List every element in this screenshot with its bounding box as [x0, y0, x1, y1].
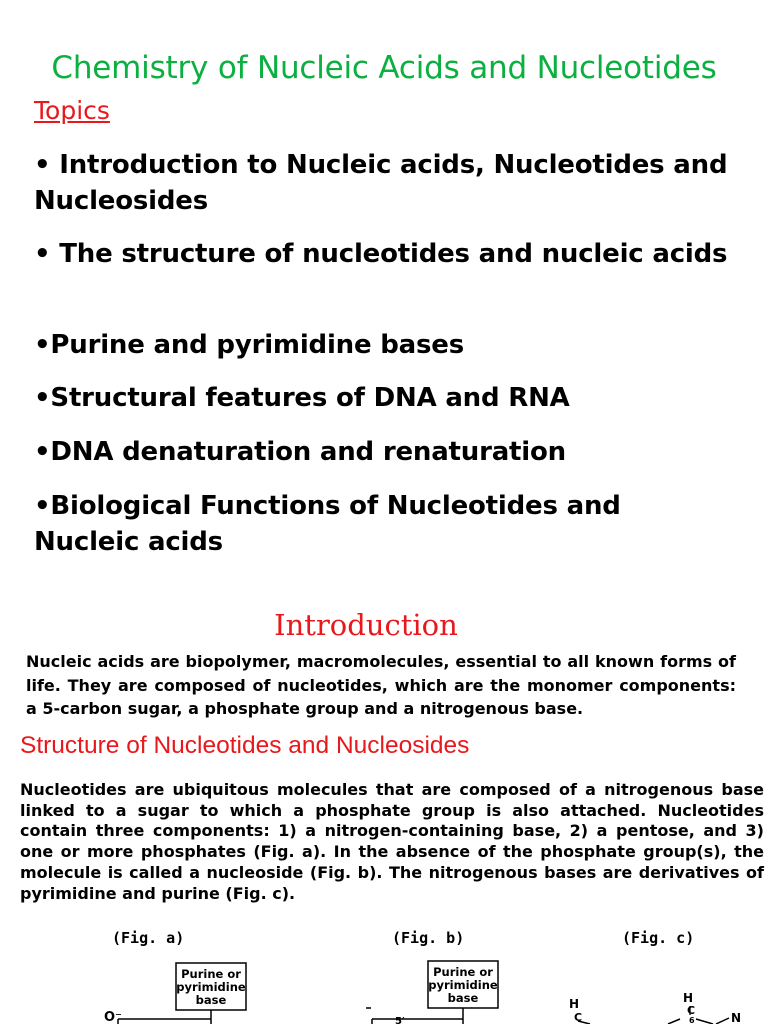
figures-strip [0, 955, 768, 1024]
figure-a [104, 963, 246, 1024]
base-box-line2: pyrimidine [176, 980, 246, 994]
topic-item: •Structural features of DNA and RNA [34, 383, 570, 413]
atom-label: H [569, 997, 580, 1011]
carbon-5-prime-label: 5′ [395, 1016, 405, 1024]
figure-b [366, 961, 498, 1024]
atom-label: N [731, 1011, 742, 1024]
page-title: Chemistry of Nucleic Acids and Nucleotides [51, 50, 717, 86]
figure-c [569, 991, 741, 1024]
topics-heading: Topics [34, 96, 110, 125]
base-box-line1: Purine or [181, 967, 241, 981]
base-box-line1: Purine or [433, 965, 493, 979]
base-box-line2: pyrimidine [428, 978, 498, 992]
base-box-line3: base [195, 993, 227, 1007]
topic-item: •DNA denaturation and renaturation [34, 437, 566, 467]
figure-label-a: (Fig. a) [112, 929, 185, 947]
figure-label-c: (Fig. c) [622, 929, 695, 947]
topic-item: • Introduction to Nucleic acids, Nucleotides and Nucleosides [34, 150, 728, 216]
atom-label: C [687, 1004, 696, 1017]
structure-paragraph: Nucleotides are ubiquitous molecules that are composed of a nitrogenous base linked to a sugar to which a phosphate group is also attached. Nucleotides contain three components: 1) a nitrogen-containing base, 2) a pentose, and 3) one or more phosphates (Fig. a). In the absence of the phosphate group(s), the molecule is called a nucleoside (Fig. b). The nitrogenous bases are derivatives of pyrimidine and purine (Fig. c). [20, 780, 764, 903]
topic-item: •Purine and pyrimidine bases [34, 330, 464, 360]
introduction-paragraph: Nucleic acids are biopolymer, macromolecules, essential to all known forms of life. They are composed of nucleotides, which are the monomer components: a 5-carbon sugar, a phosphate group and a nitrogenous base. [26, 652, 736, 718]
figure-label-b: (Fig. b) [392, 929, 465, 947]
introduction-heading: Introduction [274, 608, 458, 642]
structure-heading: Structure of Nucleotides and Nucleosides [20, 732, 470, 759]
phosphate-charge: O⁻ [104, 1010, 122, 1024]
atom-label: C [574, 1011, 583, 1024]
topic-item: • The structure of nucleotides and nucleic acids [34, 239, 728, 269]
atom-label: 6 [689, 1016, 695, 1024]
topic-item: •Biological Functions of Nucleotides and Nucleic acids [34, 491, 621, 557]
atom-label: H [683, 991, 694, 1005]
base-box-line3: base [447, 991, 479, 1005]
